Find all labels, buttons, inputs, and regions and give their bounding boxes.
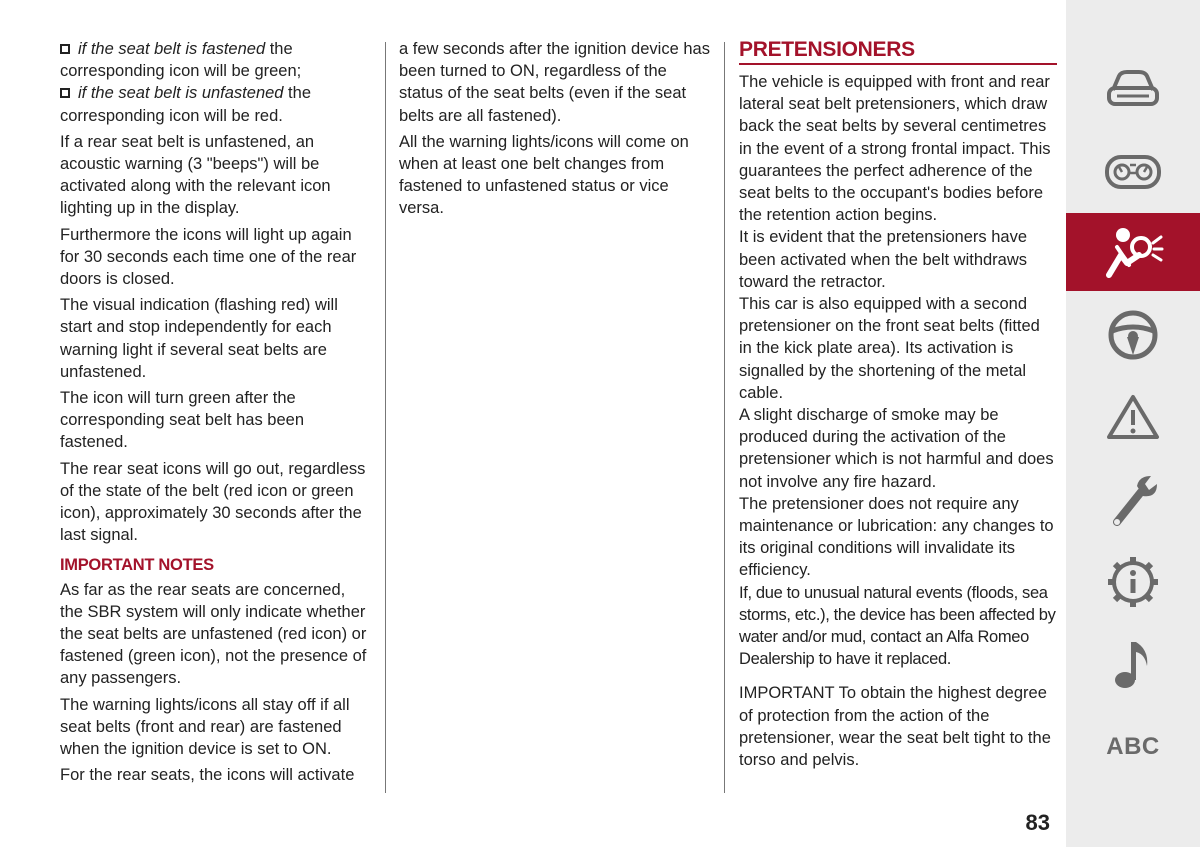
wrench-icon (1107, 472, 1159, 528)
paragraph: It is evident that the pretensioners have been activated when the belt withdraws toward the retractor. (739, 228, 1028, 291)
sidebar-item-technical-data[interactable] (1066, 543, 1200, 621)
bullet-text: the corresponding icon will be green; (60, 40, 302, 81)
sidebar-item-emergency[interactable] (1066, 378, 1200, 456)
car-icon (1105, 66, 1161, 110)
column-divider (724, 42, 725, 793)
dashboard-icon (1103, 151, 1163, 193)
sidebar-item-dashboard[interactable] (1066, 133, 1200, 211)
sidebar-item-safety[interactable] (1066, 213, 1200, 291)
paragraph: As far as the rear seats are concerned, the SBR system will only indicate whether the seat belts are unfastened (red icon) or fastened (green icon), not the presence of any passengers. (60, 580, 367, 688)
paragraph: The visual indication (flashing red) will start and stop independently for each warning light if several seat belts are unfastened. (60, 296, 338, 381)
important-paragraph: IMPORTANT To obtain the highest degree of protection from the action of the pretensioner, wear the seat belt tight to the torso and pelvis. (739, 684, 1051, 770)
paragraph: A slight discharge of smoke may be produced during the activation of the pretensioner which is not harmful and does not involve any fire hazard. (739, 406, 1054, 491)
paragraph: For the rear seats, the icons will activate (60, 766, 355, 785)
paragraph: The rear seat icons will go out, regardless of the state of the belt (red icon or green icon), approximately 30 seconds after the last signal. (60, 459, 366, 545)
paragraph: a few seconds after the ignition device has been turned to ON, regardless of the status of the seat belts (even if the seat belts are all fastened). (399, 40, 710, 125)
paragraph: The icon will turn green after the corresponding seat belt has been fastened. (60, 389, 305, 452)
column-divider (385, 42, 386, 793)
paragraph: The warning lights/icons all stay off if all seat belts (front and rear) are fastened when the ignition device is set to ON. (60, 695, 350, 759)
bullet-text: the corresponding icon will be red. (60, 84, 311, 125)
steering-wheel-icon (1107, 309, 1159, 361)
info-gear-icon (1106, 555, 1160, 609)
section-title: PRETENSIONERS (739, 37, 1057, 65)
paragraph: The vehicle is equipped with front and rear lateral seat belt pretensioners, which draw back the seat belts by several centimetres in the event of a strong frontal impact. This guarantees the perfect adherence of the seat belts to the occupant's bodies before the retention action begins. (739, 73, 1051, 225)
text-column-left (60, 38, 372, 791)
text-column-middle (399, 38, 711, 224)
page-number: 83 (1025, 810, 1050, 835)
paragraph: If, due to unusual natural events (floods, sea storms, etc.), the device has been affected by water and/or mud, contact an Alfa Romeo Dealership to have it replaced. (739, 583, 1056, 669)
sidebar-item-multimedia[interactable] (1066, 625, 1200, 703)
airbag-safety-icon (1101, 225, 1165, 279)
text-column-right (739, 37, 1057, 771)
sidebar-item-maintenance[interactable] (1066, 461, 1200, 539)
chapter-sidebar (1066, 0, 1200, 847)
paragraph: The pretensioner does not require any maintenance or lubrication: any changes to its original conditions will invalidate its efficiency. (739, 494, 1054, 580)
paragraph: If a rear seat belt is unfastened, an acoustic warning (3 "beeps") will be activated along with the relevant icon lighting up in the display. (60, 132, 331, 218)
bullet-italic: if the seat belt is unfastened (78, 84, 284, 103)
abc-index-label: ABC (1106, 733, 1160, 760)
bullet-item (60, 82, 372, 126)
paragraph: All the warning lights/icons will come on when at least one belt changes from fastened to unfastened status or vice versa. (399, 132, 689, 218)
paragraph: This car is also equipped with a second pretensioner on the front seat belts (fitted in the kick plate area). Its activation is signalled by the shortening of the metal cable. (739, 295, 1040, 402)
sidebar-item-index[interactable] (1066, 708, 1200, 786)
music-note-icon (1111, 638, 1155, 690)
warning-triangle-icon (1106, 393, 1160, 441)
checkbox-bullet-icon (60, 88, 70, 98)
bullet-item (60, 38, 372, 82)
important-notes-heading: IMPORTANT NOTES (60, 556, 214, 575)
paragraph: Furthermore the icons will light up again for 30 seconds each time one of the rear doors is closed. (60, 225, 357, 289)
bullet-italic: if the seat belt is fastened (78, 40, 266, 58)
sidebar-item-car[interactable] (1066, 49, 1200, 127)
sidebar-item-driving[interactable] (1066, 296, 1200, 374)
checkbox-bullet-icon (60, 44, 70, 54)
